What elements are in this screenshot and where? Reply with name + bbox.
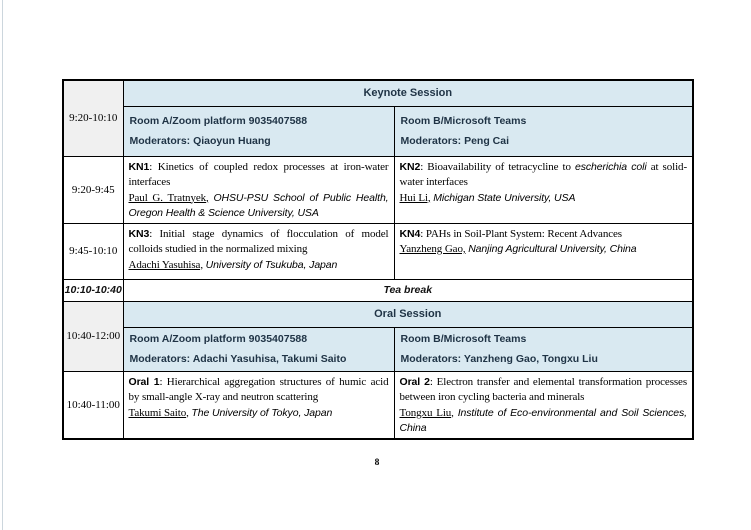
keynote-room-a-cell <box>123 106 394 156</box>
room-b-label: Room B/Microsoft Teams <box>400 333 527 345</box>
talk-cell-kn4 <box>394 223 693 279</box>
talk-title: Oral 1: Hierarchical aggregation structures of humic acid by small-angle X-ray and neutron scattering <box>128 375 389 403</box>
time-cell-kn1: 9:20-9:45 <box>63 156 123 223</box>
page-number: 8 <box>374 458 380 468</box>
talk-speaker: Takumi Saito, The University of Tokyo, Japan <box>128 406 333 419</box>
time-cell-oral-block: 10:40-12:00 <box>63 301 123 371</box>
talk-title: KN3: Initial stage dynamics of flocculation of model colloids studied in the normalized mixing <box>128 227 389 255</box>
time-cell-keynote-block: 9:20-10:10 <box>63 80 123 156</box>
oral-room-a-cell <box>123 327 394 371</box>
talk-cell-kn3 <box>123 223 394 279</box>
talk-cell-kn1 <box>123 156 394 223</box>
talk-speaker: Yanzheng Gao, Nanjing Agricultural University, China <box>399 243 637 255</box>
room-a-label: Room A/Zoom platform 9035407588 <box>129 333 308 345</box>
room-a-moderators: Moderators: Adachi Yasuhisa, Takumi Saito <box>129 353 347 365</box>
time-cell-kn3: 9:45-10:10 <box>63 223 123 279</box>
oral-room-b-cell <box>394 327 693 371</box>
talk-title: KN2: Bioavailability of tetracycline to escherichia coli at solid-water interfaces <box>399 160 688 188</box>
room-b-moderators: Moderators: Peng Cai <box>400 135 510 147</box>
keynote-session-header: Keynote Session <box>123 80 693 106</box>
talk-cell-oral1 <box>123 371 394 439</box>
program-schedule-table <box>62 79 694 440</box>
talk-speaker: Paul G. Tratnyek, OHSU-PSU School of Public Health, Oregon Health & Science University, USA <box>128 191 389 219</box>
room-a-label: Room A/Zoom platform 9035407588 <box>129 115 308 127</box>
oral-session-header: Oral Session <box>123 301 693 327</box>
time-cell-tea-break: 10:10-10:40 <box>63 279 123 301</box>
room-b-label: Room B/Microsoft Teams <box>400 115 527 127</box>
room-b-moderators: Moderators: Yanzheng Gao, Tongxu Liu <box>400 353 598 365</box>
page-left-edge <box>2 0 3 530</box>
keynote-room-b-cell <box>394 106 693 156</box>
talk-cell-kn2 <box>394 156 693 223</box>
talk-title: KN1: Kinetics of coupled redox processes at iron-water interfaces <box>128 160 389 188</box>
talk-speaker: Tongxu Liu, Institute of Eco-environmental and Soil Sciences, China <box>399 406 687 434</box>
talk-title: Oral 2: Electron transfer and elemental transformation processes between iron cycling bacteria and minerals <box>399 375 688 403</box>
room-a-moderators: Moderators: Qiaoyun Huang <box>129 135 271 147</box>
time-cell-oral1: 10:40-11:00 <box>63 371 123 439</box>
tea-break-cell: Tea break <box>123 279 693 301</box>
talk-cell-oral2 <box>394 371 693 439</box>
talk-title: KN4: PAHs in Soil-Plant System: Recent Advances <box>399 227 622 240</box>
talk-speaker: Adachi Yasuhisa, University of Tsukuba, Japan <box>128 258 338 271</box>
talk-speaker: Hui Li, Michigan State University, USA <box>399 191 576 204</box>
